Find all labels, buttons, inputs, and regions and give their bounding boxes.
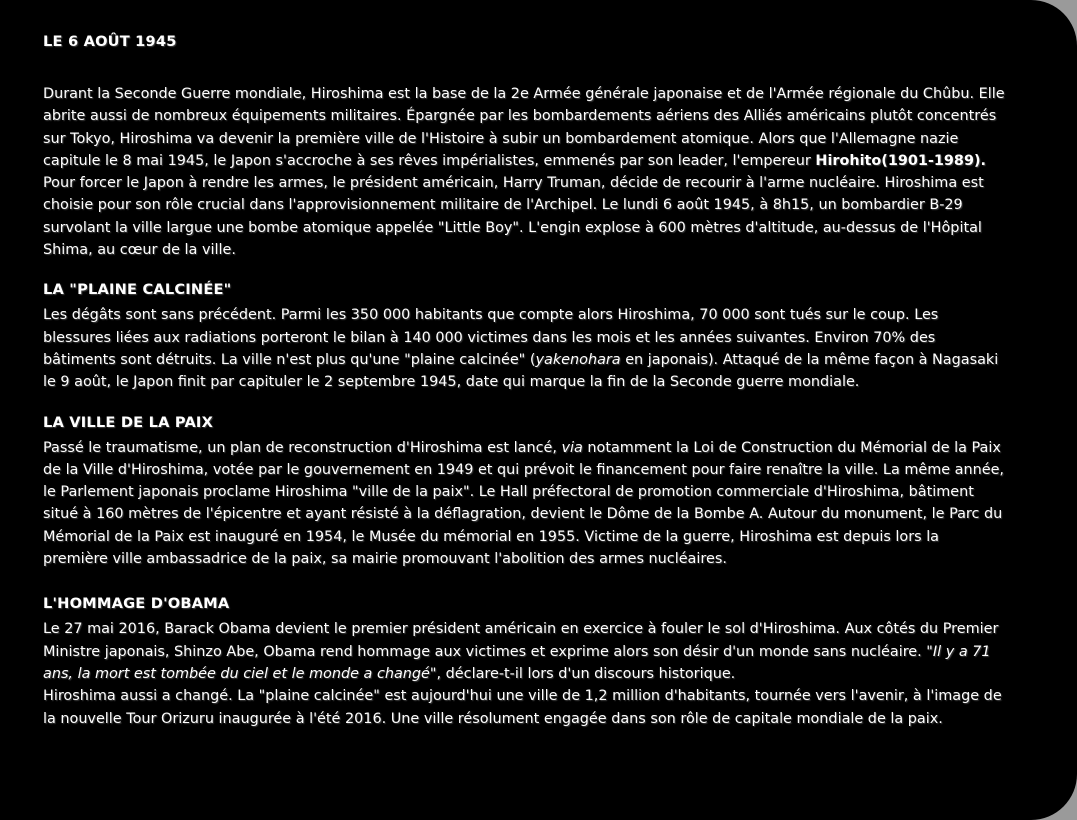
obama-text-b: ", déclare-t-il lors d'un discours historique. (429, 665, 736, 682)
paragraph-plaine-calcinee (43, 304, 1008, 393)
paix-text-a: Passé le traumatisme, un plan de reconstruction d'Hiroshima est lancé, (43, 439, 562, 456)
paix-text-b: notamment la Loi de Construction du Mémorial de la Paix de la Ville d'Hiroshima, votée par le gouvernement en 1949 et qui prévoit le financement pour faire renaître la ville. La même année, le Parlement japonais proclame Hiroshima "ville de la paix". Le Hall préfectoral de promotion commerciale d'Hiroshima, bâtiment situé à 160 mètres de l'épicentre et ayant résisté à la déflagration, devient le Dôme de la Bombe A. Autour du monument, le Parc du Mémorial de la Paix est inauguré en 1954, le Musée du mémorial en 1955. Victime de la guerre, Hiroshima est depuis lors la première ville ambassadrice de la paix, sa mairie promouvant l'abolition des armes nucléaires. (43, 439, 1005, 568)
obama-text-a: Le 27 mai 2016, Barack Obama devient le premier président américain en exercice à fouler le sol d'Hiroshima. Aux côtés du Premier Ministre japonais, Shinzo Abe, Obama rend hommage aux victimes et exprime alors son désir d'un monde sans nucléaire. " (43, 621, 999, 660)
paragraph-ville-de-la-paix (43, 437, 1008, 571)
intro-text-a: Durant la Seconde Guerre mondiale, Hiroshima est la base de la 2e Armée générale japonaise et de l'Armée régionale du Chûbu. Elle abrite aussi de nombreux équipements militaires. Épargnée par les bombardements aériens des Alliés américains plutôt concentrés sur Tokyo, Hiroshima va devenir la première ville de l'Histoire à subir un bombardement atomique. Alors que l'Allemagne nazie capitule le 8 mai 1945, le Japon s'accroche à ses rêves impérialistes, emmenés par son leader, l'empereur (43, 86, 1005, 169)
paragraph-hommage-obama (43, 618, 1008, 729)
plaine-text-a: Les dégâts sont sans précédent. Parmi les 350 000 habitants que compte alors Hiroshima, 70 000 sont tués sur le coup. Les blessures liées aux radiations porteront le bilan à 140 000 victimes dans les mois et les années suivantes. Environ 70% des bâtiments sont détruits. La ville n'est plus qu'une "plaine calcinée" ( (43, 307, 939, 368)
plaine-text-b: en japonais). Attaqué de la même façon à Nagasaki le 9 août, le Japon finit par capituler le 2 septembre 1945, date qui marque la fin de la Seconde guerre mondiale. (43, 351, 999, 391)
heading-ville-de-la-paix: LA VILLE DE LA PAIX (43, 413, 214, 431)
article-content (43, 31, 1008, 730)
obama-italic-quote: Il y a 71 ans, la mort est tombée du ciel et le monde a changé (43, 643, 991, 682)
obama-text-c: Hiroshima aussi a changé. La "plaine calcinée" est aujourd'hui une ville de 1,2 million d'habitants, tournée vers l'avenir, à l'image de la nouvelle Tour Orizuru inaugurée à l'été 2016. Une ville résolument engagée dans son rôle de capitale mondiale de la paix. (43, 688, 1002, 727)
intro-text-b: Pour forcer le Japon à rendre les armes, le président américain, Harry Truman, décide de recourir à l'arme nucléaire. Hiroshima est choisie pour son rôle crucial dans l'approvisionnement militaire de l'Archipel. Le lundi 6 août 1945, à 8h15, un bombardier B-29 survolant la ville largue une bombe atomique appelée "Little Boy". L'engin explose à 600 mètres d'altitude, au-dessus de l'Hôpital Shima, au cœur de la ville. (43, 175, 984, 259)
paix-italic-via: via (561, 439, 583, 456)
heading-hommage-obama: L'HOMMAGE D'OBAMA (43, 595, 230, 613)
plaine-italic-yakenohara: yakenohara (535, 351, 621, 368)
paragraph-intro (43, 83, 1008, 261)
heading-intro: LE 6 AOÛT 1945 (43, 33, 177, 50)
heading-plaine-calcinee: LA "PLAINE CALCINÉE" (43, 281, 232, 299)
intro-bold-hirohito: Hirohito(1901-1989). (815, 152, 987, 169)
